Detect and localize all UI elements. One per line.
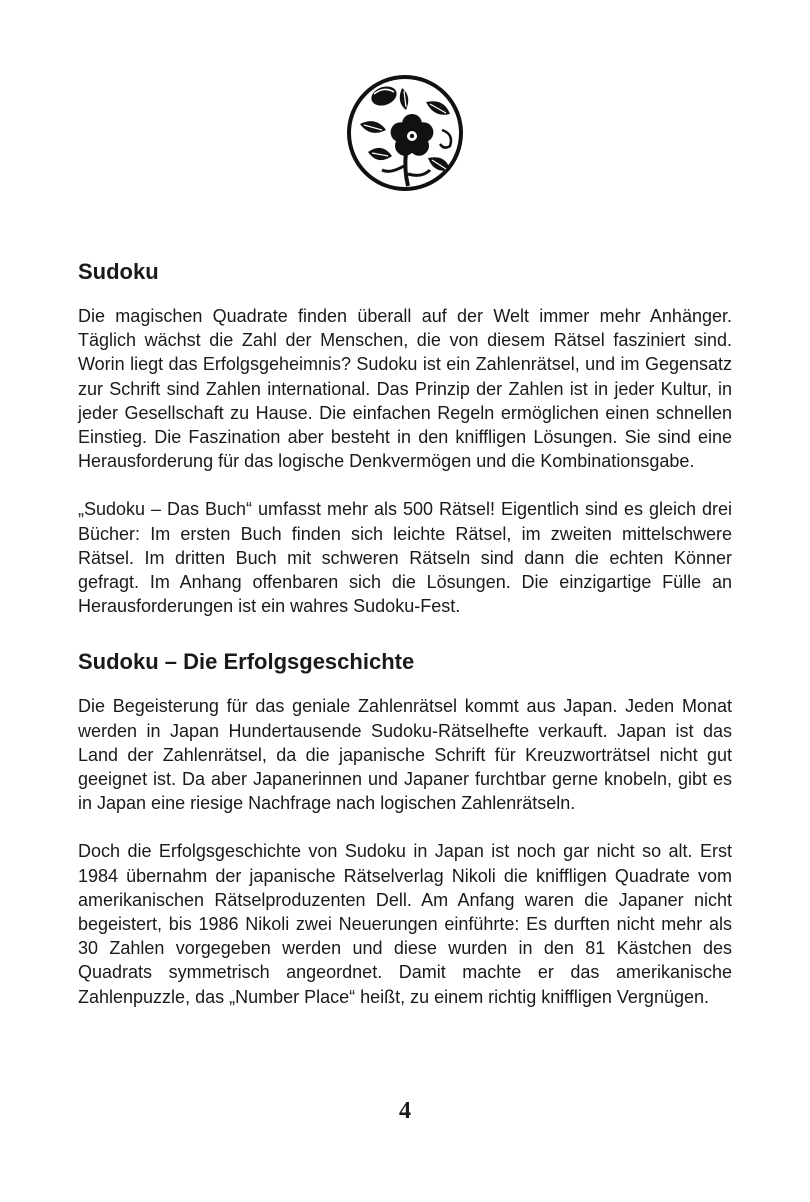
paragraph-japan: Die Begeisterung für das geniale Zahlenrätsel kommt aus Japan. Jeden Monat werden in Japan Hundertausende Sudoku-Rätselhefte verkauft. Japan ist das Land der Zahlenrätsel, da die japanische Schrift für Kreuzworträtsel nicht gut geeignet ist. Da aber Japanerinnen und Japaner furchtbar gerne knobeln, gibt es in Japan eine riesige Nachfrage nach logischen Zahlenrätseln. xyxy=(78,696,732,814)
section-heading-history: Sudoku – Die Erfolgsgeschichte xyxy=(78,649,415,675)
paragraph-book: „Sudoku – Das Buch“ umfasst mehr als 500 Rätsel! Eigentlich sind es gleich drei Bücher: Im ersten Buch finden sich leichte Rätsel, im zweiten mittelschwere Rätsel. Im dritten Buch mit schweren Rätseln sind dann die echten Könner gefragt. Im Anhang offenbaren sich die Lösungen. Die einzigartige Fülle an Herausforderungen ist ein wahres Sudoku-Fest. xyxy=(78,499,732,617)
page-number: 4 xyxy=(399,1098,411,1124)
paragraph-nikoli: Doch die Erfolgsgeschichte von Sudoku in Japan ist noch gar nicht so alt. Erst 1984 übernahm der japanische Rätselverlag Nikoli die kniffligen Quadrate vom amerikanischen Rätselproduzenten Dell. Am Anfang waren die Japaner nicht begeistert, bis 1986 Nikoli zwei Neuerungen einführte: Es durften nicht mehr als 30 Zahlen vorgegeben werden und diese wurden in den 81 Kästchen des Quadrats symmetrisch angeordnet. Damit machte er das amerikanische Zahlenpuzzle, das „Number Place“ heißt, zu einem richtig kniffligen Vergnügen. xyxy=(78,841,732,1007)
floral-crest-icon xyxy=(346,74,464,192)
section-heading-sudoku: Sudoku xyxy=(78,259,159,284)
page-content xyxy=(78,258,732,1009)
paragraph-intro: Die magischen Quadrate finden überall auf der Welt immer mehr Anhänger. Täglich wächst die Zahl der Menschen, die von diesem Rätsel fasziniert sind. Worin liegt das Erfolgsgeheimnis? Sudoku ist ein Zahlenrätsel, und im Gegensatz zur Schrift sind Zahlen international. Das Prinzip der Zahlen ist in jeder Kultur, in jeder Gesellschaft zu Hause. Die einfachen Regeln ermöglichen einen schnellen Einstieg. Die Faszination aber besteht in den kniffligen Lösungen. Sie sind eine Herausforderung für das logische Denkvermögen und die Kombinationsgabe. xyxy=(78,306,732,472)
